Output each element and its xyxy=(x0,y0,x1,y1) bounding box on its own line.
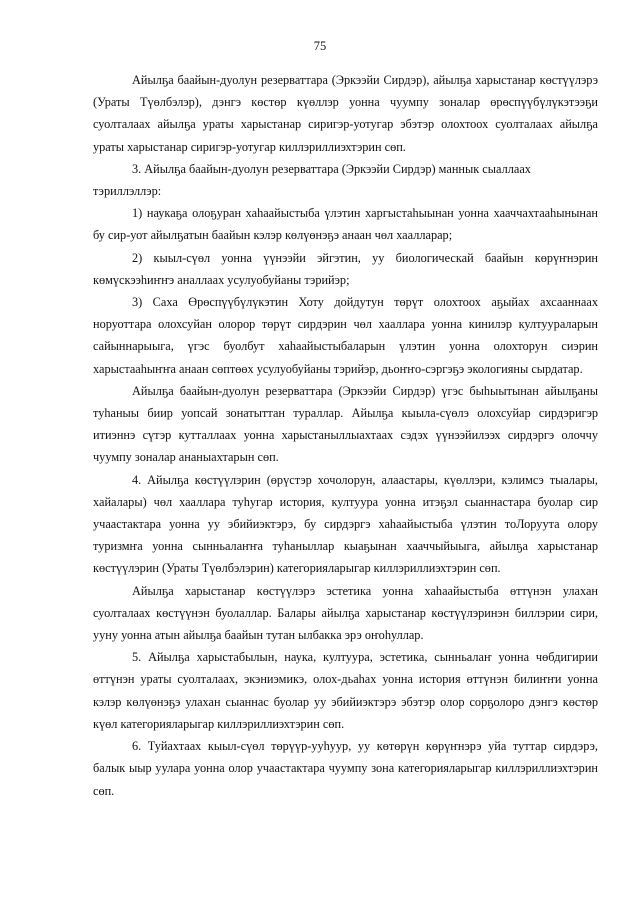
paragraph-section-4: 4. Айылҕа көстүүлэрин (өрүстэр хочолорун, алаастары, күөллэри, кэлимсэ тыалары, хайалары) чөл хааллара туһугар история, култуура уонна итэҕэл сыаннастара буолар сир учаастактара уонна уу эбийиэктэрэ, бу сирдэргэ хаһаайыстыба үлэтин тоЛоруута олору туризмҥа уонна сынньалаҥҥа туһаныллар кыаҕынан хааччыйыыга, айылҕа харыстанар көстүүлэрин (Ураты Түөлбэлэрин) категорияларыгар киллэриллиэхтэрин сөп. xyxy=(93,472,598,576)
paragraph-reserves-zones: Айылҕа баайын-дуолун резерваттара (Эркээйи Сирдэр) үгэс быһыытынан айылҕаны туһаныы биир уопсай зонатыттан тураллар. Айылҕа кыыла-сүөлэ олохсуйар сирдэригэр итиэннэ сүтэр кутталлаах уонна харыстаныллыахтаах сэдэх үүнээйилээх сирдэргэ олоччу чуумпу зоналар ананыахтарын сөп. xyxy=(93,383,598,465)
paragraph-item-3: 3) Саха Өрөспүүбүлүкэтин Хоту дойдутун төрүт олохтоох аҕыйах ахсааннаах норуоттара олохсуйан олорор төрүт сирдэрин чөл хааллара уонна кинилэр култуураларын сайыннарыыга, үгэс буолбут хаһаайыстыбаларын үлэтин уонна олохторун сиэрин харыстааһыҥҥа анаан сөптөөх усулуобуйаны тэрийэр, дьоҥҥо-сэргэҕэ экологияны сырдатар. xyxy=(93,295,598,376)
paragraph-item-2: 2) кыыл-сүөл уонна үүнээйи эйгэтин, уу биологическай баайын көрүҥнэрин көмүскээһиҥҥэ аналлаах усулуобуйаны тэрийэр; xyxy=(93,250,598,287)
paragraph-item-1: 1) наукаҕа олоҕуран хаһаайыстыба үлэтин харгыстаһыынан уонна хааччахтааһынынан бу сир-уот айылҕатын баайын кэлэр көлүөнэҕэ анаан чөл хаалларар; xyxy=(93,206,598,243)
page-number: 75 xyxy=(313,39,327,53)
paragraph-section-3-heading: 3. Айылҕа баайын-дуолун резерваттара (Эркээйи Сирдэр) маннык сыаллаах тэриллэллэр: xyxy=(93,161,531,199)
paragraph-reserves-status: Айылҕа баайын-дуолун резерваттара (Эркээйи Сирдэр), айылҕа харыстанар көстүүлэрэ (Ураты Түөлбэлэр), дэнгэ көстөр күөллэр уонна чуумпу зоналар өрөспүүбүлүкэтээҕи суолталаах айылҕа ураты харыстанар сиригэр-уотугар эбэтэр олохтоох суолталаах айылҕа ураты харыстанар сиригэр-уотугар киллэриллиэхтэрин сөп. xyxy=(93,73,598,154)
paragraph-landscapes-value: Айылҕа харыстанар көстүүлэрэ эстетика уонна хаһаайыстыба өттүнэн улахан суолталаах көстүүнэн буолаллар. Балары айылҕа харыстанар көстүүлэринэн биллэрии сири, ууну уонна атын айылҕа баайын тутан ылбаккa эрэ оҥоһуллар. xyxy=(93,583,598,643)
paragraph-section-6: 6. Туйахтаах кыыл-сүөл төрүүр-ууһуур, уу көтөрүн көрүҥнэрэ уйа туттар сирдэрэ, балык ыыр уулара уонна олор учаастактара чуумпу зона категорияларыгар киллэриллиэхтэрин сөп. xyxy=(93,739,598,798)
paragraph-section-5: 5. Айылҕа харыстабылын, наука, култуура, эстетика, сынньалаҥ уонна чөбдигирии өттүнэн ураты суолталаах, экэниэмикэ, олох-дьаһах уонна история өттүнэн билиҥҥи уонна кэлэр көлүөнэҕэ улахан сыаннас буолар уу эбийиэктэрэ эбэтэр олор сорҕолоро дэнгэ көстөр күөл категорияларыгар киллэриллиэхтэрин сөп. xyxy=(93,650,598,731)
document-body xyxy=(93,69,598,802)
